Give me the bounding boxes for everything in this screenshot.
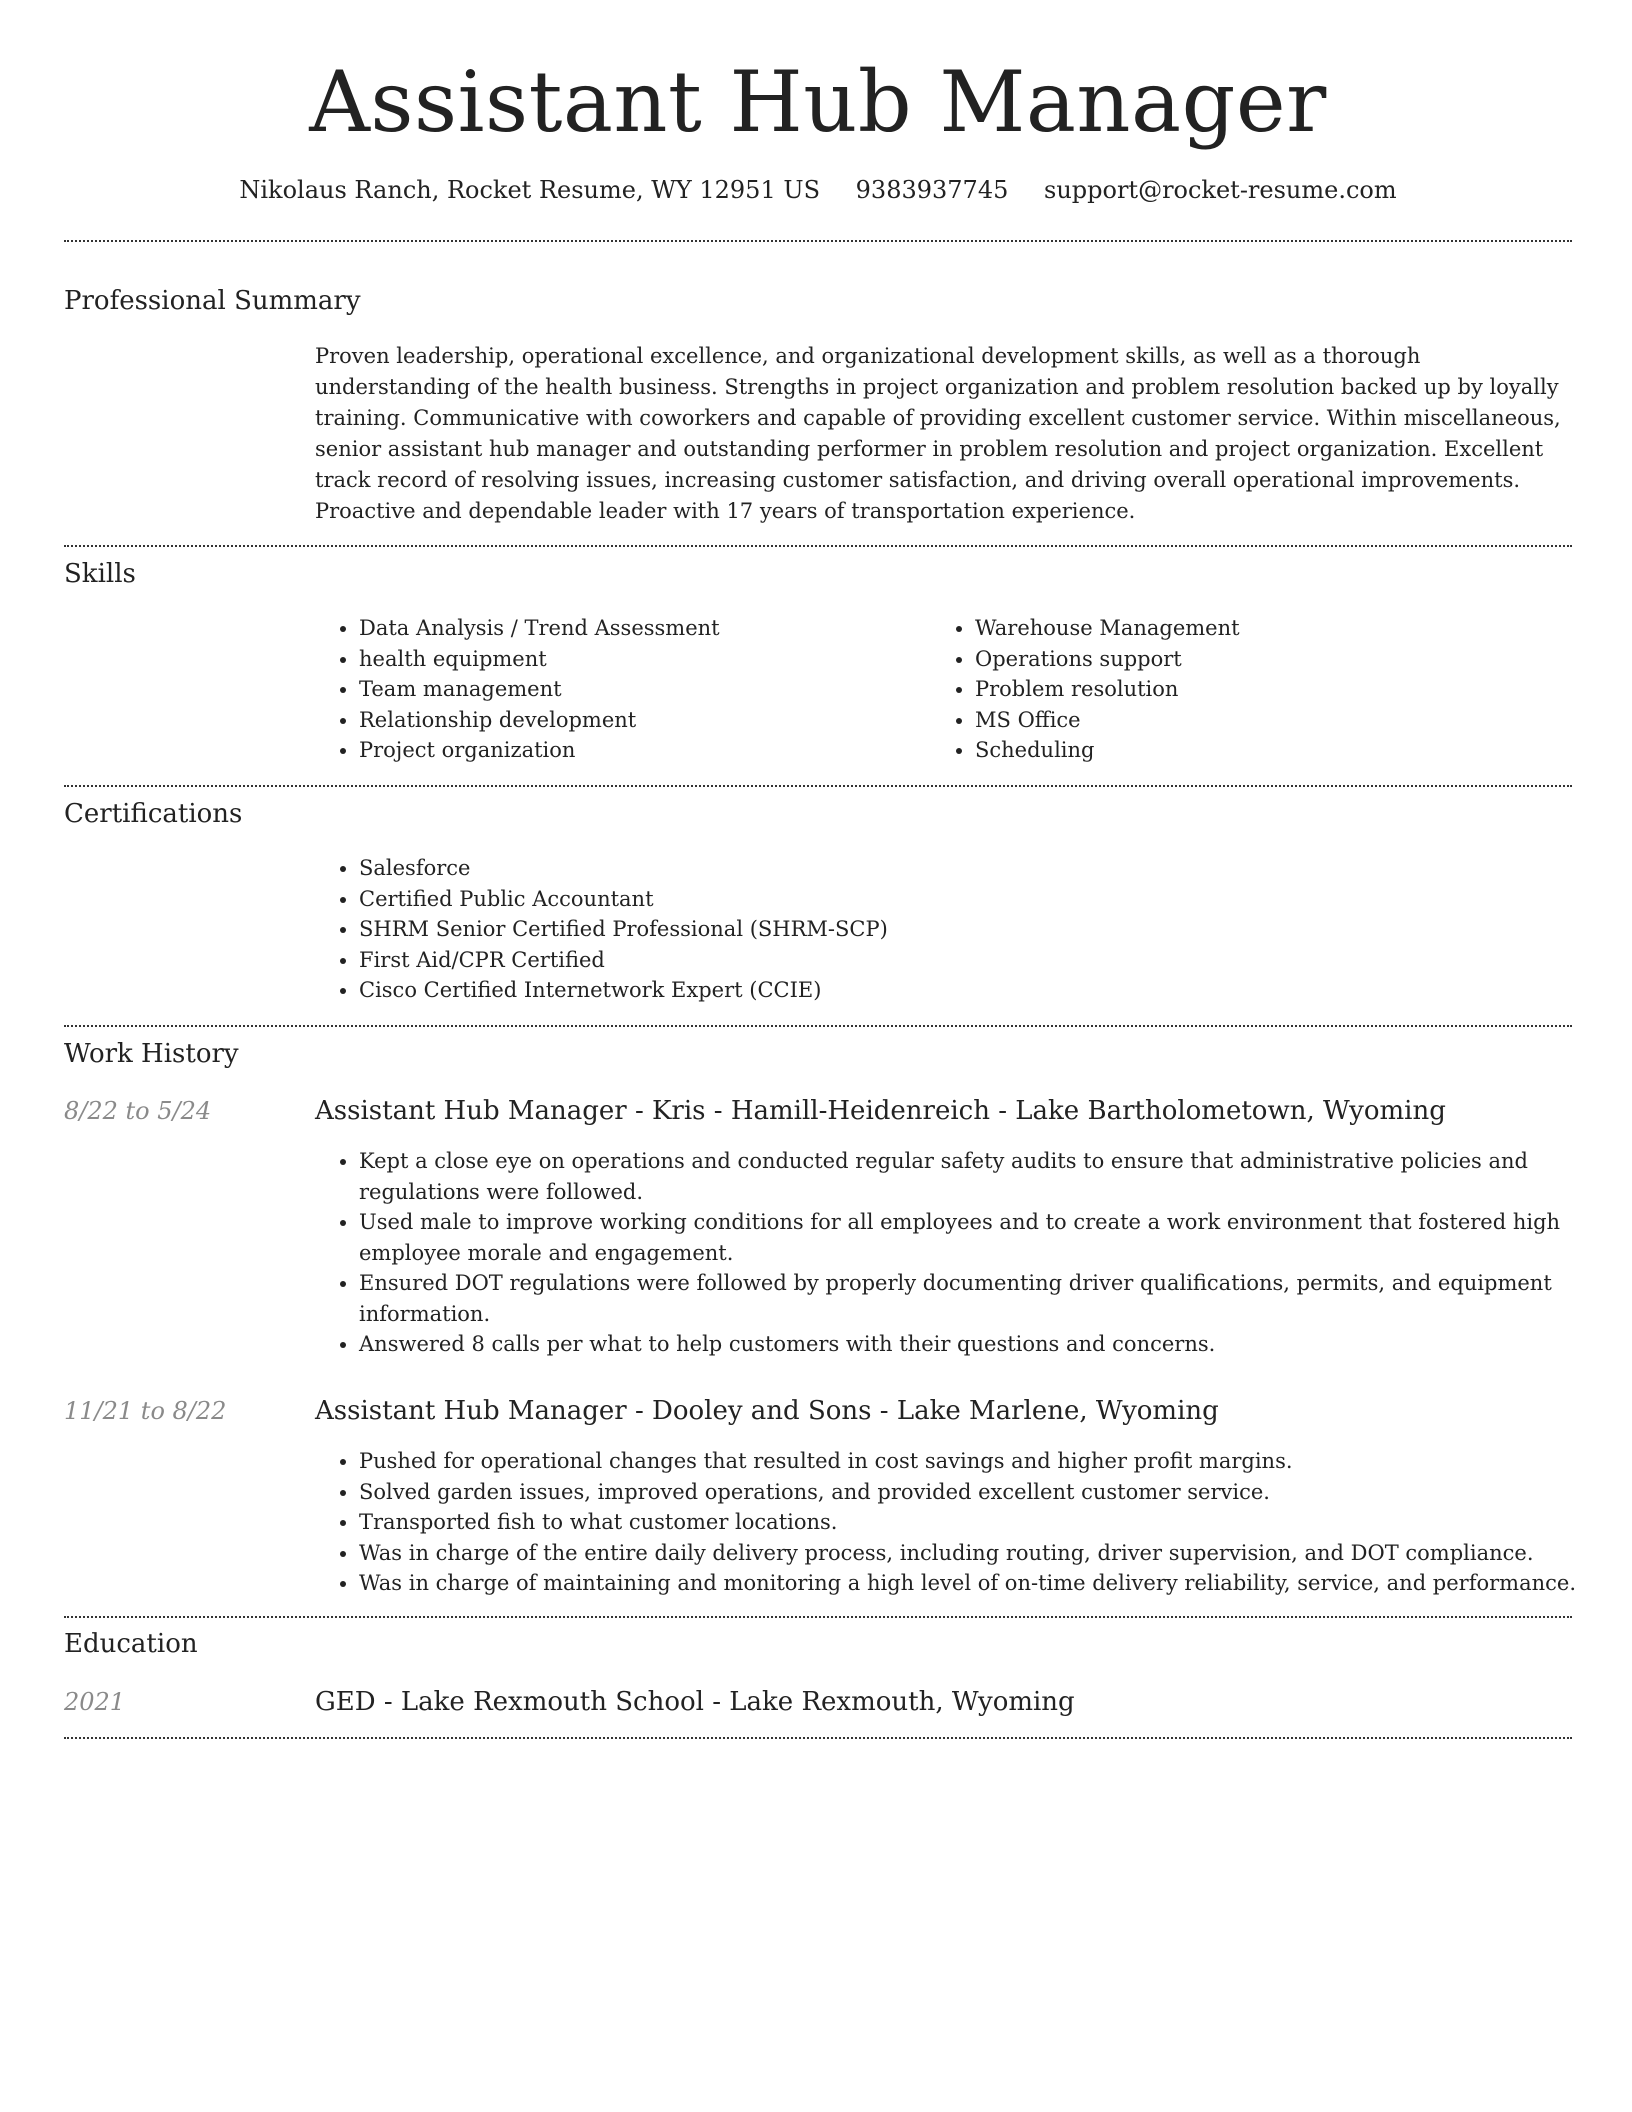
skills-list-right [931, 613, 1575, 766]
job-bullet: • Kept a close eye on operations and conducted regular safety audits to ensure that administrative policies and regulations were followed. [359, 1146, 1616, 1207]
job-bullet: • Was in charge of maintaining and monitoring a high level of on-time delivery reliability, service, and performance. [359, 1568, 1616, 1599]
job-dates: 8/22 to 5/24 [64, 1097, 212, 1125]
skill-item: • Team management [359, 674, 929, 705]
job-bullet: • Solved garden issues, improved operations, and provided excellent customer service. [359, 1477, 1616, 1508]
skills-list-left [315, 613, 929, 766]
skill-item: • Problem resolution [975, 674, 1575, 705]
job-title: Assistant Hub Manager - Dooley and Sons - Lake Marlene, Wyoming [315, 1396, 1219, 1426]
skill-item: • MS Office [975, 705, 1575, 736]
skill-item: • Relationship development [359, 705, 929, 736]
summary-text: Proven leadership, operational excellence, and organizational development skills, as well as a thorough understanding of the health business. Strengths in project organization and problem resolution backed up by loyally training. Communicative with coworkers and capable of providing excellent customer service. Within miscellaneous, senior assistant hub manager and outstanding performer in problem resolution and project organization. Excellent track record of resolving issues, increasing customer satisfaction, and driving overall operational improvements. Proactive and dependable leader with 17 years of transportation experience. [315, 344, 1561, 523]
skill-item: • Operations support [975, 644, 1575, 675]
job-bullet: • Used male to improve working conditions for all employees and to create a work environment that fostered high employee morale and engagement. [359, 1207, 1616, 1268]
resume-title: Assistant Hub Manager [309, 53, 1327, 151]
resume-page [64, 0, 1576, 2112]
job-bullet: • Was in charge of the entire daily delivery process, including routing, driver supervision, and DOT compliance. [359, 1538, 1616, 1569]
skill-item: • health equipment [359, 644, 929, 675]
job-bullet: • Ensured DOT regulations were followed by properly documenting driver qualifications, permits, and equipment information. [359, 1268, 1616, 1329]
section-divider [64, 1737, 1572, 1739]
skill-item: • Warehouse Management [975, 613, 1575, 644]
section-divider [64, 240, 1572, 242]
section-divider [64, 545, 1572, 547]
skill-item: • Project organization [359, 735, 929, 766]
certification-item: • SHRM Senior Certified Professional (SHRM-SCP) [359, 914, 1559, 945]
job-dates: 11/21 to 8/22 [64, 1397, 227, 1425]
job-bullet: • Answered 8 calls per what to help customers with their questions and concerns. [359, 1329, 1616, 1360]
section-divider [64, 1616, 1572, 1618]
education-title: GED - Lake Rexmouth School - Lake Rexmouth, Wyoming [315, 1687, 1075, 1717]
contact-email: support@rocket-resume.com [1044, 176, 1397, 204]
certification-item: • First Aid/CPR Certified [359, 945, 1559, 976]
contact-phone: 9383937745 [855, 176, 1009, 204]
certification-item: • Cisco Certified Internetwork Expert (CCIE) [359, 975, 1559, 1006]
contact-address: Nikolaus Ranch, Rocket Resume, WY 12951 US [239, 176, 821, 204]
certifications-list [315, 853, 1559, 1006]
job-bullets [315, 1446, 1616, 1599]
job-bullet: • Pushed for operational changes that resulted in cost savings and higher profit margins. [359, 1446, 1616, 1477]
job-title: Assistant Hub Manager - Kris - Hamill-Heidenreich - Lake Bartholometown, Wyoming [315, 1096, 1446, 1126]
summary-heading: Professional Summary [64, 286, 361, 316]
certification-item: • Salesforce [359, 853, 1559, 884]
work-history-heading: Work History [64, 1039, 239, 1069]
section-divider [64, 1025, 1572, 1027]
skill-item: • Data Analysis / Trend Assessment [359, 613, 929, 644]
skills-heading: Skills [64, 559, 136, 589]
job-bullets [315, 1146, 1616, 1360]
contact-line [64, 170, 1572, 210]
job-bullet: • Transported fish to what customer locations. [359, 1507, 1616, 1538]
certification-item: • Certified Public Accountant [359, 884, 1559, 915]
education-year: 2021 [64, 1688, 126, 1716]
section-divider [64, 785, 1572, 787]
education-heading: Education [64, 1629, 198, 1659]
skill-item: • Scheduling [975, 735, 1575, 766]
certifications-heading: Certifications [64, 799, 243, 829]
